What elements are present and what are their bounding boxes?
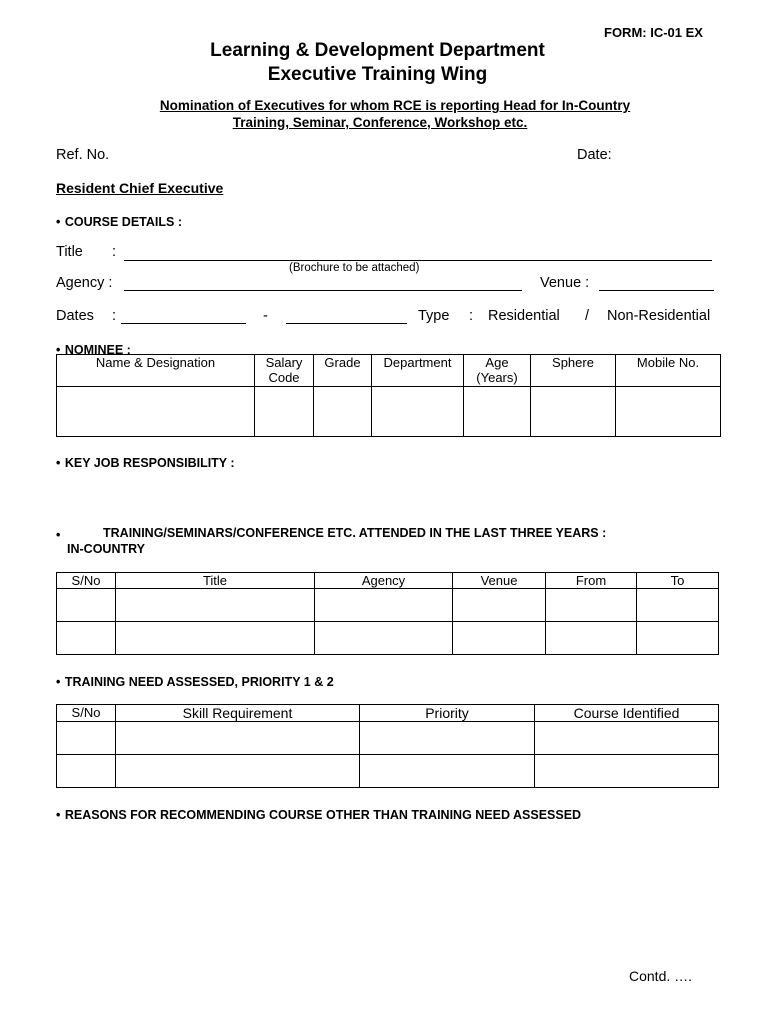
nominee-col-sphere: Sphere xyxy=(531,355,616,387)
table-cell[interactable] xyxy=(116,589,315,622)
date-from-field[interactable] xyxy=(121,323,246,324)
nominee-col-age: Age (Years) xyxy=(464,355,531,387)
table-cell[interactable] xyxy=(637,622,719,655)
nominee-col-salary-code: Salary Code xyxy=(255,355,314,387)
nominee-heading: • NOMINEE : xyxy=(56,343,131,357)
course-title-colon: : xyxy=(112,244,117,260)
nominee-header-row xyxy=(57,355,721,387)
agency-label: Agency : xyxy=(56,275,113,291)
nominee-col-grade: Grade xyxy=(314,355,372,387)
nominee-salary-cell[interactable] xyxy=(255,387,314,437)
form-subtitle-line1: Nomination of Executives for whom RCE is reporting Head for In-Country xyxy=(159,98,631,113)
table-cell[interactable] xyxy=(57,722,116,755)
continued-note: Contd. …. xyxy=(629,968,693,984)
table-cell[interactable] xyxy=(57,755,116,788)
trainings-row xyxy=(57,622,719,655)
type-colon: : xyxy=(469,308,474,324)
ref-no-label: Ref. No. xyxy=(56,147,110,163)
need-col-skill: Skill Requirement xyxy=(116,705,360,722)
nominee-grade-cell[interactable] xyxy=(314,387,372,437)
nominee-entry-row xyxy=(57,387,721,437)
bullet-marker: • xyxy=(56,528,61,542)
wing-title: Executive Training Wing xyxy=(267,64,488,85)
date-to-field[interactable] xyxy=(286,323,407,324)
key-job-heading: • KEY JOB RESPONSIBILITY : xyxy=(56,456,235,470)
type-slash: / xyxy=(585,308,590,324)
nominee-col-name: Name & Designation xyxy=(57,355,255,387)
nominee-sphere-cell[interactable] xyxy=(531,387,616,437)
need-col-sno: S/No xyxy=(57,705,116,722)
nominee-department-cell[interactable] xyxy=(372,387,464,437)
nominee-age-cell[interactable] xyxy=(464,387,531,437)
brochure-note: (Brochure to be attached) xyxy=(289,262,420,274)
trainings-heading: TRAINING/SEMINARS/CONFERENCE ETC. ATTENDED IN THE LAST THREE YEARS : xyxy=(103,526,607,540)
course-title-label: Title xyxy=(56,244,83,260)
table-cell[interactable] xyxy=(453,622,546,655)
non-residential-option[interactable]: Non-Residential xyxy=(607,308,711,324)
form-subtitle-line2: Training, Seminar, Conference, Workshop etc. xyxy=(232,115,528,130)
venue-field[interactable] xyxy=(599,290,714,291)
trainings-col-title: Title xyxy=(116,573,315,589)
dates-colon: : xyxy=(112,308,117,324)
table-cell[interactable] xyxy=(360,722,535,755)
table-cell[interactable] xyxy=(116,755,360,788)
trainings-col-from: From xyxy=(546,573,637,589)
residential-option[interactable]: Residential xyxy=(488,308,560,324)
table-cell[interactable] xyxy=(453,589,546,622)
table-cell[interactable] xyxy=(116,722,360,755)
addressee: Resident Chief Executive xyxy=(56,180,224,196)
need-row xyxy=(57,722,719,755)
date-label: Date: xyxy=(577,147,612,163)
trainings-col-sno: S/No xyxy=(57,573,116,589)
table-cell[interactable] xyxy=(360,755,535,788)
need-row xyxy=(57,755,719,788)
trainings-col-agency: Agency xyxy=(315,573,453,589)
trainings-subheading: IN-COUNTRY xyxy=(67,542,146,556)
need-col-course: Course Identified xyxy=(535,705,719,722)
table-cell[interactable] xyxy=(535,755,719,788)
reasons-heading: • REASONS FOR RECOMMENDING COURSE OTHER THAN TRAINING NEED ASSESSED xyxy=(56,808,582,822)
table-cell[interactable] xyxy=(546,622,637,655)
table-cell[interactable] xyxy=(116,622,315,655)
trainings-row xyxy=(57,589,719,622)
table-cell[interactable] xyxy=(535,722,719,755)
trainings-table xyxy=(56,572,719,655)
course-title-field[interactable] xyxy=(124,260,712,261)
table-cell[interactable] xyxy=(315,622,453,655)
course-details-heading: • COURSE DETAILS : xyxy=(56,215,182,229)
trainings-col-venue: Venue xyxy=(453,573,546,589)
form-code: FORM: IC-01 EX xyxy=(604,25,703,40)
training-need-table xyxy=(56,704,719,788)
agency-field[interactable] xyxy=(124,290,522,291)
type-label: Type xyxy=(418,308,450,324)
table-cell[interactable] xyxy=(546,589,637,622)
training-need-heading: • TRAINING NEED ASSESSED, PRIORITY 1 & 2 xyxy=(56,675,334,689)
table-cell[interactable] xyxy=(315,589,453,622)
table-cell[interactable] xyxy=(57,622,116,655)
nominee-table xyxy=(56,354,721,437)
trainings-header-row xyxy=(57,573,719,589)
need-header-row xyxy=(57,705,719,722)
nominee-col-department: Department xyxy=(372,355,464,387)
nominee-mobile-cell[interactable] xyxy=(616,387,721,437)
venue-label: Venue : xyxy=(540,275,590,291)
department-title: Learning & Development Department xyxy=(210,40,545,61)
need-col-priority: Priority xyxy=(360,705,535,722)
table-cell[interactable] xyxy=(637,589,719,622)
trainings-col-to: To xyxy=(637,573,719,589)
dates-dash: - xyxy=(263,308,268,324)
nominee-name-cell[interactable] xyxy=(57,387,255,437)
nominee-col-mobile: Mobile No. xyxy=(616,355,721,387)
dates-label: Dates xyxy=(56,308,94,324)
table-cell[interactable] xyxy=(57,589,116,622)
